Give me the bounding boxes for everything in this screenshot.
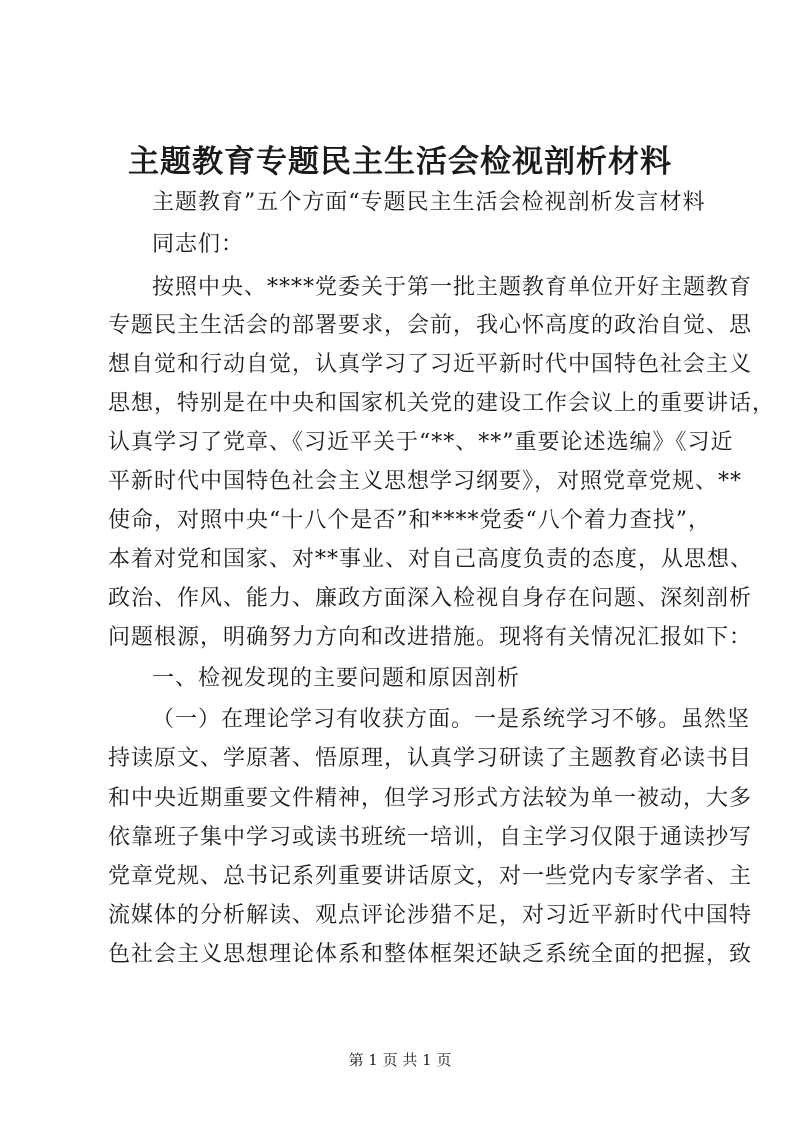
- salutation-line: 同志们：: [152, 232, 245, 257]
- subtitle-line: 主题教育”五个方面“专题民主生活会检视剖析发言材料: [152, 190, 706, 215]
- document-title: 主题教育专题民主生活会检视剖析材料: [128, 144, 672, 180]
- body-line: 本着对党和国家、对**事业、对自己高度负责的态度，从思想、: [108, 547, 754, 572]
- body-line: 平新时代中国特色社会主义思想学习纲要》，对照党章党规、**: [108, 469, 743, 494]
- body-line: 想自觉和行动自觉，认真学习了习近平新时代中国特色社会主义: [108, 352, 753, 377]
- body-line: 使命，对照中央“十八个是否”和****党委“八个着力查找”，: [108, 508, 711, 533]
- body-line: 和中央近期重要文件精神，但学习形式方法较为单一被动，大多: [108, 786, 753, 811]
- page-number: 第 1 页 共 1 页: [348, 1051, 452, 1069]
- body-line: 政治、作风、能力、廉政方面深入检视自身存在问题、深刻剖析: [108, 586, 753, 611]
- section-heading: 一、检视发现的主要问题和原因剖析: [152, 666, 521, 691]
- body-line: 流媒体的分析解读、观点评论涉猎不足，对习近平新时代中国特: [108, 903, 753, 928]
- body-line: 色社会主义思想理论体系和整体框架还缺乏系统全面的把握，致: [108, 942, 753, 967]
- body-line: （一）在理论学习有收获方面。一是系统学习不够。虽然坚: [152, 707, 751, 732]
- body-line: 思想，特别是在中央和国家机关党的建设工作会议上的重要讲话，: [108, 391, 776, 416]
- body-line: 持读原文、学原著、悟原理，认真学习研读了主题教育必读书目: [108, 746, 753, 771]
- body-line: 党章党规、总书记系列重要讲话原文，对一些党内专家学者、主: [108, 864, 753, 889]
- body-line: 认真学习了党章、《习近平关于“**、**”重要论述选编》《习近: [108, 430, 734, 455]
- body-line: 专题民主生活会的部署要求，会前，我心怀高度的政治自觉、思: [108, 313, 753, 338]
- body-line: 问题根源，明确努力方向和改进措施。现将有关情况汇报如下：: [108, 625, 753, 650]
- body-line: 依靠班子集中学习或读书班统一培训，自主学习仅限于通读抄写: [108, 825, 753, 850]
- body-line: 按照中央、****党委关于第一批主题教育单位开好主题教育: [152, 275, 753, 300]
